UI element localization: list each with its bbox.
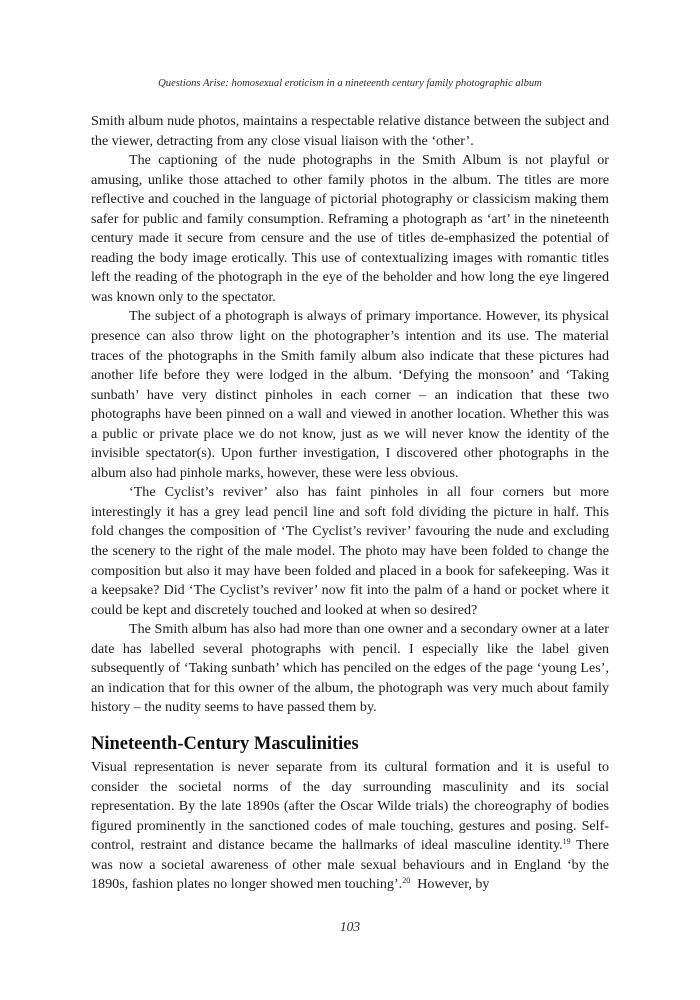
body-paragraph-continued: Smith album nude photos, maintains a respectable relative distance between the subject and the viewer, detracting from any close visual liaison with the ‘other’. <box>91 113 609 149</box>
footnote-reference: 20 <box>402 876 411 886</box>
section-paragraph-text: Visual representation is never separate from its cultural formation and it is useful to consider the societal norms of the day surrounding masculinity and its social representation. By the late 1890s (after the Oscar Wilde trials) the choreography of bodies figured prominently in the sanctioned codes of male touching, gestures and posing. Self-control, restraint and distance became the hallmarks of ideal masculine identity. <box>91 758 609 854</box>
section-paragraph-text: There was now a societal awareness of other male sexual behaviours and in England ‘by the 1890s, fashion plates no longer showed men touching’. <box>91 837 609 893</box>
section-heading: Nineteenth-Century Masculinities <box>91 733 359 754</box>
body-paragraph: ‘The Cyclist’s reviver’ also has faint pinholes in all four corners but more interestingly it has a grey lead pencil line and soft fold dividing the picture in half. This fold changes the composition of ‘The Cyclist’s reviver’ favouring the nude and excluding the scenery to the right of the male model. The photo may have been folded to change the composition but also it may have been folded and placed in a book for safekeeping. Was it a keepsake? Did ‘The Cyclist’s reviver’ now fit into the palm of a hand or pocket where it could be kept and discretely touched and looked at when so desired? <box>91 484 609 618</box>
body-paragraph: The Smith album has also had more than one owner and a secondary owner at a later date has labelled several photographs with pencil. I especially like the label given subsequently of ‘Taking sunbath’ which has penciled on the edges of the page ‘young Les’, an indication that for this owner of the album, the photograph was very much about family history – the nudity seems to have passed them by. <box>91 621 609 716</box>
section-paragraph-text: However, by <box>410 876 490 893</box>
body-text <box>91 112 609 895</box>
body-paragraph: The subject of a photograph is always of primary importance. However, its physical presence can also throw light on the photographer’s intention and its use. The material traces of the photographs in the Smith family album also indicate that these pictures had another life before they were lodged in the album. ‘Defying the monsoon’ and ‘Taking sunbath’ have very distinct pinholes in each corner – an indication that these two photographs have been pinned on a wall and viewed in another location. Whether this was a public or private place we do not know, just as we will never know the identity of the invisible spectator(s). Upon further investigation, I discovered other photographs in the album also had pinhole marks, however, these were less obvious. <box>91 308 609 481</box>
body-paragraph: The captioning of the nude photographs in the Smith Album is not playful or amusing, unlike those attached to other family photos in the album. The titles are more reflective and couched in the language of pictorial photography or classicism making them safer for public and family consumption. Reframing a photograph as ‘art’ in the nineteenth century made it secure from censure and the use of titles de-emphasized the potential of reading the body image erotically. This use of contextualizing images with romantic titles left the reading of the photograph in the eye of the beholder and how long the eye lingered was known only to the spectator. <box>91 152 609 305</box>
section-paragraph <box>91 758 609 895</box>
page-number: 103 <box>339 919 361 934</box>
footnote-reference: 19 <box>562 837 571 847</box>
running-head: Questions Arise: homosexual eroticism in a nineteenth century family photographic album <box>158 78 542 89</box>
